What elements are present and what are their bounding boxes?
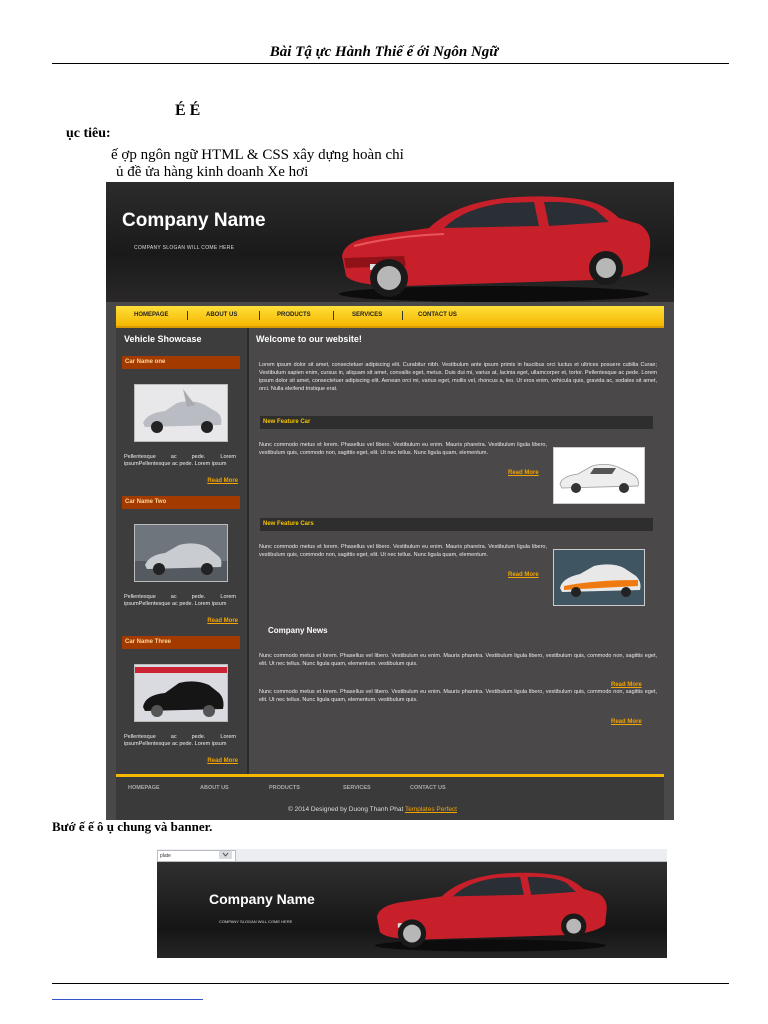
browser-tab-bar [157, 849, 667, 862]
footer-link-contact[interactable]: CONTACT US [410, 785, 446, 791]
news-text: Nunc commodo metus et lorem. Phasellus vel libero. Vestibulum eu enim. Mauris pharetra. Vestibulum ligula libero, vestibulum quis, commodo non, sagittis eget, elit. Ut nec tellus. Nunc ligula quam, elementum. vestibulum quis. [259, 653, 657, 667]
showcase-item [122, 496, 240, 632]
exercise-prefix: É É [175, 102, 201, 119]
read-more-link[interactable]: Read More [207, 478, 238, 484]
footnote-link-line [52, 999, 203, 1000]
grey-car-image [134, 524, 228, 582]
silver-car-image [134, 384, 228, 442]
site-slogan: COMPANY SLOGAN WILL COME HERE [134, 245, 235, 251]
nav-products[interactable]: PRODUCTS [277, 312, 311, 318]
step-label: Bướ ế ế ô ụ chung và banner. [52, 819, 213, 834]
feature-title: New Feature Car [260, 416, 653, 429]
footer-link-products[interactable]: PRODUCTS [269, 785, 300, 791]
goal-line-2: ủ đề ửa hàng kinh doanh Xe hơi [116, 164, 309, 180]
read-more-link[interactable]: Read More [207, 758, 238, 764]
showcase-item-title: Car Name one [122, 356, 240, 369]
showcase-item-title: Car Name Two [122, 496, 240, 509]
banner-screenshot [157, 849, 667, 958]
copyright [288, 806, 457, 813]
showcase-item-text: Pellentesque ac pede. Lorem ipsumPellentesque ac pede. Lorem ipsum [124, 734, 236, 747]
banner-brand: Company Name [209, 891, 315, 907]
showcase-item [122, 636, 240, 772]
feature-text: Nunc commodo metus et lorem. Phasellus vel libero. Vestibulum eu enim. Mauris pharetra. Vestibulum ligula libero, vestibulum quis, commodo non, sagittis eget, elit. Ut nec tellus. Nunc ligula quam, elementum. [259, 442, 547, 456]
read-more-link[interactable]: Read More [508, 572, 539, 578]
footer-link-about[interactable]: ABOUT US [200, 785, 229, 791]
read-more-link[interactable]: Read More [508, 470, 539, 476]
nav-divider [333, 311, 334, 320]
site-sidebar [116, 328, 249, 774]
templates-link[interactable]: Templates Perfect [404, 806, 457, 813]
nav-services[interactable]: SERVICES [352, 312, 383, 318]
website-screenshot [106, 182, 674, 820]
footer-rule [52, 983, 729, 984]
site-footer [116, 774, 664, 820]
site-brand: Company Name [122, 210, 266, 231]
copyright-text: © 2014 Designed by Duong Thanh Phat [288, 806, 404, 813]
read-more-link[interactable]: Read More [611, 719, 642, 725]
goal-label: ục tiêu: [66, 126, 111, 141]
showcase-item [122, 356, 240, 492]
site-nav [116, 306, 664, 328]
document-header-title: Bài Tậ ực Hành Thiế ế ới Ngôn Ngữ [269, 44, 499, 60]
site-banner [106, 182, 674, 302]
red-car-image [371, 863, 611, 955]
banner-slogan: COMPANY SLOGAN WILL COME HERE [219, 919, 293, 924]
goal-line-1: ế ợp ngôn ngữ HTML & CSS xây dựng hoàn chỉ [111, 147, 404, 163]
header-rule [52, 63, 729, 64]
nav-divider [402, 311, 403, 320]
read-more-link[interactable]: Read More [611, 682, 642, 688]
footer-link-services[interactable]: SERVICES [343, 785, 371, 791]
orange-car-image [553, 549, 645, 606]
add-tab-icon[interactable] [219, 851, 232, 859]
read-more-link[interactable]: Read More [207, 618, 238, 624]
feature-title: New Feature Cars [260, 518, 653, 531]
nav-about[interactable]: ABOUT US [206, 312, 238, 318]
red-car-image [334, 186, 656, 304]
sidebar-title: Vehicle Showcase [124, 334, 202, 344]
footer-link-homepage[interactable]: HOMEPAGE [128, 785, 160, 791]
white-car-image [553, 447, 645, 504]
feature-text: Nunc commodo metus et lorem. Phasellus vel libero. Vestibulum eu enim. Mauris pharetra. Vestibulum ligula libero, vestibulum quis, commodo non, sagittis eget, elit. Ut nec tellus. Nunc ligula quam, elementum. [259, 544, 547, 558]
welcome-heading: Welcome to our website! [256, 334, 362, 344]
site-main [251, 328, 664, 774]
nav-divider [259, 311, 260, 320]
showcase-item-text: Pellentesque ac pede. Lorem ipsumPellentesque ac pede. Lorem ipsum [124, 454, 236, 467]
company-news-heading: Company News [268, 626, 328, 635]
nav-contact[interactable]: CONTACT US [418, 312, 457, 318]
news-text: Nunc commodo metus et lorem. Phasellus vel libero. Vestibulum eu enim. Mauris pharetra. Vestibulum ligula libero, vestibulum quis, commodo non, sagittis eget, elit. Ut nec tellus. Nunc ligula quam, elementum. vestibulum quis. [259, 689, 657, 703]
nav-divider [187, 311, 188, 320]
nav-homepage[interactable]: HOMEPAGE [134, 312, 169, 318]
intro-paragraph: Lorem ipsum dolor sit amet, consectetuer adipiscing elit. Curabitur nibh. Vestibulum ante ipsum primis in faucibus orci luctus et ultrices posuere cubilia Curae; Vestibulum sapien enim, cursus in, aliquam sit amet, convallis eget, metus. Duis dui mi, varius at, lacinia eget, ullamcorper et, tortor. Pellentesque ac pede. Lorem ipsum dolor sit amet, consectetuer adipiscing elit. Aenean orci mi, varius eget, mollis vel, rhoncus a, leo. Ut eros enim, vehicula quis, gravida ac, sodales sit amet, orci. Nulla eleifend tristique erat. [259, 362, 657, 392]
black-car-image [134, 664, 228, 722]
browser-tab-label: plate [160, 853, 171, 859]
showcase-item-title: Car Name Three [122, 636, 240, 649]
showcase-item-text: Pellentesque ac pede. Lorem ipsumPellentesque ac pede. Lorem ipsum [124, 594, 236, 607]
